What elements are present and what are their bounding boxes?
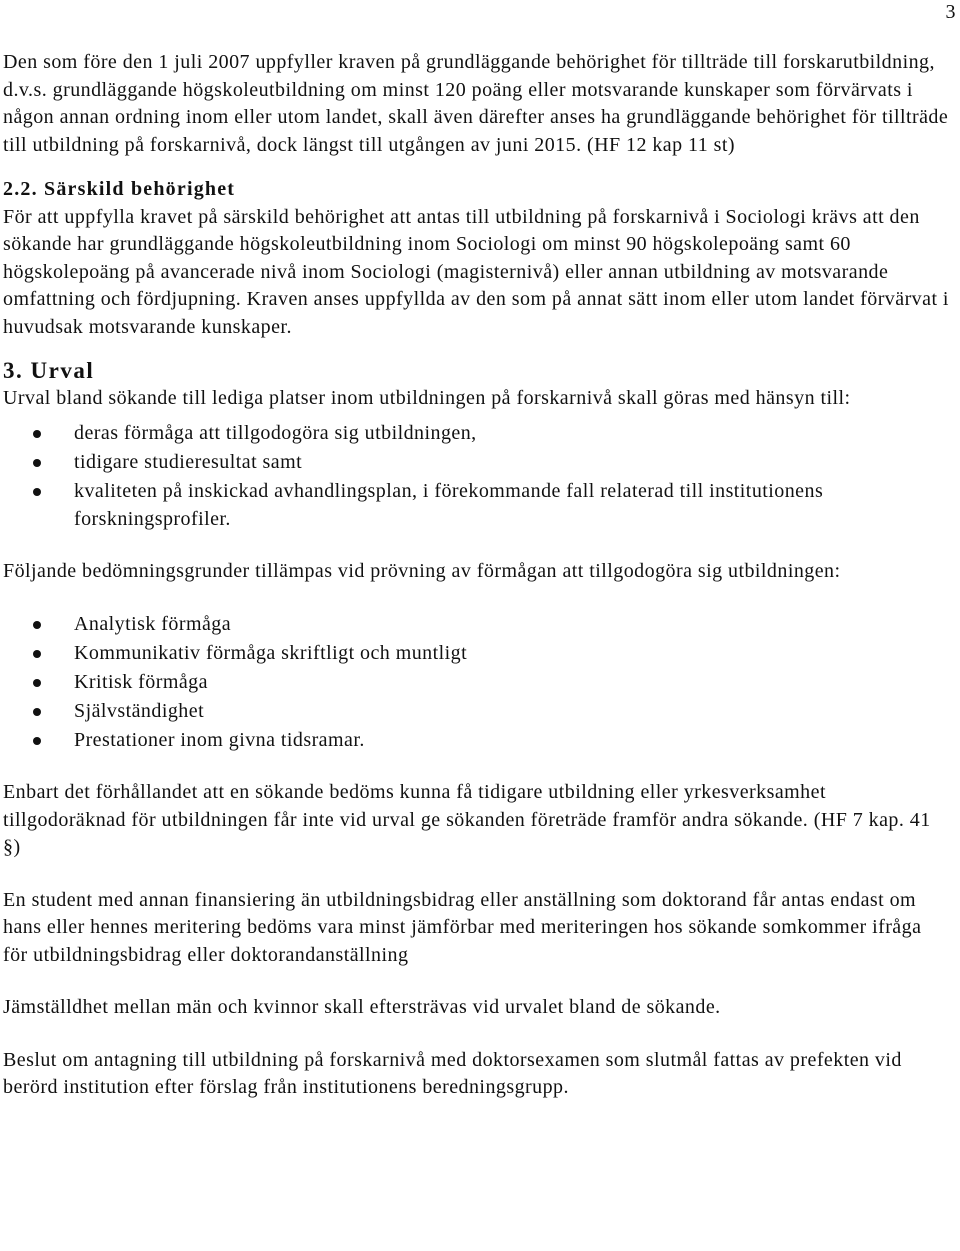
- document-page: [3, 49, 951, 1102]
- bullet-icon: [33, 679, 41, 687]
- behorighet-transition-paragraph: Den som före den 1 juli 2007 uppfyller kraven på grundläggande behörighet för tillträde till forskarutbildning, d.v.s. grundläggande högskoleutbildning om minst 120 poäng eller motsvarande kunskaper som förvärvats i någon annan ordning inom eller utom landet, skall även därefter anses ha grundläggande behörighet för tillträde till utbildning på forskarnivå, dock längst till utgången av juni 2015. (HF 12 kap 11 st): [3, 51, 949, 156]
- list-item-text: Kommunikativ förmåga skriftligt och muntligt: [74, 641, 468, 664]
- list-item-text: Självständighet: [74, 699, 205, 722]
- bullet-icon: [33, 488, 41, 496]
- bullet-icon: [33, 650, 41, 658]
- tillgodoraknande-paragraph: Enbart det förhållandet att en sökande bedöms kunna få tidigare utbildning eller yrkesverksamhet tillgodoräknad för utbildningen får inte vid urval ge sökanden företräde framför andra sökande. (HF 7 kap. 41 §): [3, 781, 931, 858]
- list-item: [3, 669, 951, 697]
- beslut-antagning-paragraph: Beslut om antagning till utbildning på forskarnivå med doktorsexamen som slutmål fattas av prefekten vid berörd institution efter förslag från institutionens beredningsgrupp.: [3, 1048, 902, 1098]
- list-item-text: tidigare studieresultat samt: [74, 451, 303, 473]
- list-item: [3, 727, 951, 755]
- urval-criteria-list: [3, 420, 951, 533]
- annan-finansiering-paragraph: En student med annan finansiering än utbildningsbidrag eller anställning som doktorand får antas endast om hans eller hennes meritering bedöms vara minst jämförbar med meriteringen hos sökande somkommer ifråga för utbildningsbidrag eller doktorandanställning: [3, 888, 922, 966]
- list-item-text: kvaliteten på inskickad avhandlingsplan, i förekommande fall relaterad till institutionens forskningsprofiler.: [74, 480, 824, 530]
- bullet-icon: [33, 430, 41, 438]
- urval-intro-paragraph: Urval bland sökande till lediga platser inom utbildningen på forskarnivå skall göras med hänsyn till:: [3, 386, 851, 409]
- bedomningsgrunder-list: [3, 611, 951, 755]
- jamstalldhet-paragraph: Jämställdhet mellan män och kvinnor skall eftersträvas vid urvalet bland de sökande.: [3, 996, 721, 1018]
- bedomningsgrunder-intro-paragraph: Följande bedömningsgrunder tillämpas vid prövning av förmågan att tillgodogöra sig utbildningen:: [3, 560, 841, 582]
- list-item-text: Analytisk förmåga: [74, 612, 232, 635]
- list-item: [3, 478, 951, 533]
- list-item: [3, 640, 951, 668]
- bullet-icon: [33, 621, 41, 629]
- sarskild-behorighet-paragraph: För att uppfylla kravet på särskild behörighet att antas till utbildning på forskarnivå i Sociologi krävs att den sökande har grundläggande högskoleutbildning inom Sociologi om minst 90 högskolepoäng samt 60 högskolepoäng på avancerade nivå inom Sociologi (magisternivå) eller annan utbildning av motsvarande omfattning och fördjupning. Kraven anses uppfyllda av den som på annat sätt inom eller utom landet förvärvat i huvudsak motsvarande kunskaper.: [3, 205, 949, 338]
- list-item: [3, 420, 951, 448]
- bullet-icon: [33, 737, 41, 745]
- list-item: [3, 611, 951, 639]
- list-item-text: deras förmåga att tillgodogöra sig utbildningen,: [74, 422, 477, 444]
- bullet-icon: [33, 459, 41, 467]
- page-number: 3: [945, 1, 956, 23]
- list-item: [3, 449, 951, 477]
- list-item-text: Prestationer inom givna tidsramar.: [74, 728, 365, 751]
- list-item: [3, 698, 951, 726]
- list-item-text: Kritisk förmåga: [74, 670, 208, 693]
- bullet-icon: [33, 708, 41, 716]
- section-heading-sarskild-behorighet: 2.2. Särskild behörighet: [3, 178, 236, 200]
- section-heading-urval: 3. Urval: [3, 358, 95, 383]
